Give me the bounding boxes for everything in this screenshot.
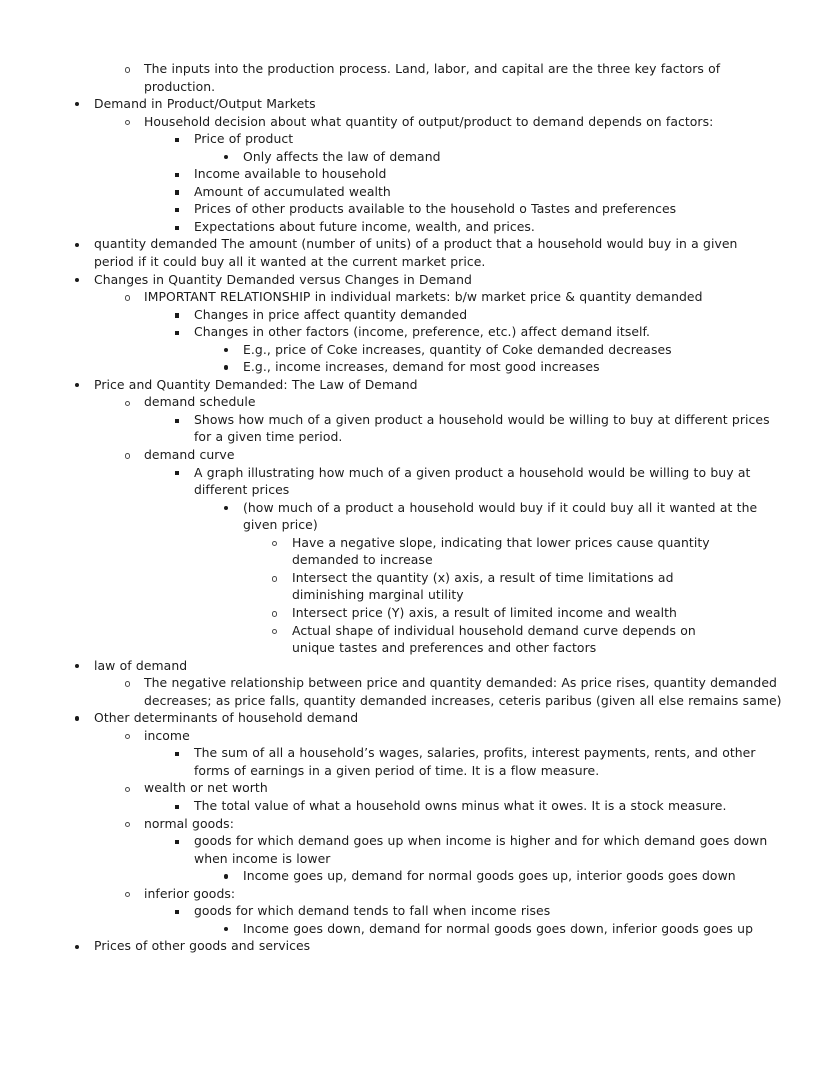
- outline-item-text: normal goods:: [144, 815, 234, 831]
- bullet-square-icon: [174, 183, 184, 201]
- bullet-square-icon: [174, 464, 184, 482]
- bullet-glyph: [124, 674, 134, 692]
- outline-item-text: The sum of all a household’s wages, salaries, profits, interest payments, rents, and other forms of earnings in a given period of time. It is a flow measure.: [194, 745, 756, 778]
- bullet-glyph: [223, 358, 233, 376]
- bullet-square-icon: [174, 218, 184, 236]
- outline-item: [0, 779, 828, 797]
- bullet-glyph: [74, 271, 84, 289]
- outline-item: [0, 604, 828, 622]
- bullet-glyph: [124, 288, 134, 306]
- outline-item: [0, 411, 828, 446]
- outline-item-text: demand curve: [144, 447, 235, 463]
- outline-item: [0, 815, 828, 833]
- bullet-glyph: [174, 411, 184, 429]
- outline-item: [0, 797, 828, 815]
- outline-item: [0, 323, 828, 341]
- bullet-circle-icon: [124, 60, 134, 78]
- outline-item: [0, 446, 828, 464]
- outline-item-text: Changes in price affect quantity demanded: [194, 306, 468, 322]
- bullet-glyph: [174, 464, 184, 482]
- bullet-glyph: [174, 165, 184, 183]
- outline-item-text: Demand in Product/Output Markets: [94, 96, 316, 112]
- outline-item: [0, 235, 828, 270]
- outline-item: [0, 393, 828, 411]
- bullet-disc-icon: [74, 235, 84, 253]
- outline-item-text: quantity demanded The amount (number of units) of a product that a household would buy in a given period if it could buy all it wanted at the current market price.: [94, 236, 738, 270]
- bullet-glyph: [74, 657, 84, 675]
- bullet-glyph: [174, 797, 184, 815]
- outline-item-text: Only affects the law of demand: [243, 148, 441, 164]
- bullet-circle-icon: [271, 569, 281, 587]
- outline-item-text: A graph illustrating how much of a given product a household would be willing to buy at different prices: [194, 464, 751, 498]
- bullet-glyph: [174, 902, 184, 920]
- bullet-circle-icon: [124, 815, 134, 833]
- bullet-circle-icon: [124, 393, 134, 411]
- bullet-square-icon: [174, 130, 184, 148]
- outline-item-text: goods for which demand tends to fall when income rises: [194, 903, 551, 919]
- bullet-glyph: [124, 446, 134, 464]
- bullet-glyph: [271, 569, 281, 587]
- outline-list: [0, 60, 828, 955]
- outline-item: [0, 534, 828, 569]
- bullet-square-icon: [174, 411, 184, 429]
- outline-item-text: (how much of a product a household would buy if it could buy all it wanted at the given price): [243, 499, 758, 533]
- bullet-glyph: [174, 183, 184, 201]
- outline-item: [0, 341, 828, 359]
- outline-item-text: law of demand: [94, 657, 188, 673]
- outline-item-text: Prices of other goods and services: [94, 938, 311, 954]
- bullet-disc-icon: [223, 148, 233, 166]
- bullet-square-icon: [174, 832, 184, 850]
- bullet-circle-icon: [124, 674, 134, 692]
- bullet-circle-icon: [271, 604, 281, 622]
- outline-item-text: Other determinants of household demand: [94, 710, 359, 726]
- outline-item: [0, 306, 828, 324]
- bullet-glyph: [271, 604, 281, 622]
- bullet-glyph: [223, 867, 233, 885]
- outline-item-text: The negative relationship between price and quantity demanded: As price rises, quantity demanded decreases; as price falls, quantity demanded increases, ceteris paribus (given all else remains same): [144, 675, 782, 708]
- outline-item: [0, 709, 828, 727]
- bullet-glyph: [223, 341, 233, 359]
- bullet-disc-icon: [74, 95, 84, 113]
- outline-item-text: Income goes down, demand for normal goods goes down, inferior goods goes up: [243, 920, 754, 936]
- bullet-glyph: [124, 393, 134, 411]
- bullet-disc-icon: [74, 376, 84, 394]
- outline-item-text: Amount of accumulated wealth: [194, 183, 391, 199]
- outline-item: [0, 218, 828, 236]
- outline-item-text: Price and Quantity Demanded: The Law of Demand: [94, 376, 418, 392]
- outline-item-text: Price of product: [194, 131, 294, 147]
- outline-item-text: Expectations about future income, wealth, and prices.: [194, 218, 535, 234]
- outline-item: [0, 165, 828, 183]
- outline-item: [0, 358, 828, 376]
- outline-item: [0, 148, 828, 166]
- outline-item: [0, 674, 828, 709]
- outline-item: [0, 657, 828, 675]
- outline-item-text: inferior goods:: [144, 885, 236, 901]
- bullet-disc-icon: [223, 358, 233, 376]
- bullet-glyph: [271, 534, 281, 552]
- bullet-glyph: [74, 937, 84, 955]
- outline-item: [0, 744, 828, 779]
- bullet-glyph: [74, 376, 84, 394]
- bullet-glyph: [74, 235, 84, 253]
- bullet-glyph: [174, 218, 184, 236]
- bullet-disc-icon: [223, 499, 233, 517]
- bullet-circle-icon: [124, 113, 134, 131]
- bullet-glyph: [223, 148, 233, 166]
- bullet-disc-icon: [74, 937, 84, 955]
- outline-item: [0, 727, 828, 745]
- bullet-square-icon: [174, 323, 184, 341]
- bullet-glyph: [174, 306, 184, 324]
- outline-item: [0, 183, 828, 201]
- outline-item-text: Household decision about what quantity of output/product to demand depends on factors:: [144, 113, 714, 129]
- bullet-circle-icon: [124, 885, 134, 903]
- outline-item-text: income: [144, 727, 190, 743]
- outline-item: [0, 464, 828, 499]
- outline-item: [0, 902, 828, 920]
- outline-item: [0, 200, 828, 218]
- bullet-glyph: [124, 779, 134, 797]
- bullet-square-icon: [174, 200, 184, 218]
- bullet-square-icon: [174, 797, 184, 815]
- bullet-glyph: [124, 60, 134, 78]
- bullet-square-icon: [174, 306, 184, 324]
- bullet-circle-icon: [124, 288, 134, 306]
- bullet-glyph: [74, 709, 84, 727]
- bullet-square-icon: [174, 165, 184, 183]
- outline-item-text: goods for which demand goes up when income is higher and for which demand goes down when income is lower: [194, 833, 768, 866]
- bullet-glyph: [174, 130, 184, 148]
- outline-item-text: The total value of what a household owns minus what it owes. It is a stock measure.: [194, 797, 727, 813]
- outline-item: [0, 499, 828, 534]
- outline-item-text: Prices of other products available to the household o Tastes and preferences: [194, 201, 677, 217]
- bullet-disc-icon: [223, 341, 233, 359]
- bullet-square-icon: [174, 744, 184, 762]
- bullet-glyph: [174, 832, 184, 850]
- bullet-circle-icon: [271, 622, 281, 640]
- outline-item: [0, 885, 828, 903]
- bullet-square-icon: [174, 902, 184, 920]
- outline-item-text: Intersect the quantity (x) axis, a result of time limitations ad diminishing marginal utility: [292, 569, 674, 603]
- outline-item-text: Intersect price (Y) axis, a result of limited income and wealth: [292, 604, 677, 620]
- bullet-glyph: [74, 95, 84, 113]
- bullet-glyph: [124, 815, 134, 833]
- outline-item: [0, 60, 828, 95]
- outline-item-text: demand schedule: [144, 394, 256, 410]
- bullet-glyph: [124, 885, 134, 903]
- outline-item-text: Changes in Quantity Demanded versus Changes in Demand: [94, 271, 472, 287]
- outline-item-text: IMPORTANT RELATIONSHIP in individual markets: b/w market price & quantity demanded: [144, 289, 703, 305]
- outline-item: [0, 288, 828, 306]
- bullet-disc-icon: [74, 271, 84, 289]
- outline-item-text: Shows how much of a given product a household would be willing to buy at different prices for a given time period.: [194, 411, 770, 445]
- outline-item-text: E.g., income increases, demand for most good increases: [243, 359, 600, 375]
- bullet-glyph: [271, 622, 281, 640]
- bullet-glyph: [124, 113, 134, 131]
- outline-item: [0, 113, 828, 131]
- outline-item: [0, 130, 828, 148]
- bullet-disc-icon: [223, 920, 233, 938]
- outline-item: [0, 937, 828, 955]
- outline-item: [0, 920, 828, 938]
- outline-item-text: E.g., price of Coke increases, quantity of Coke demanded decreases: [243, 341, 672, 357]
- bullet-glyph: [223, 920, 233, 938]
- outline-item-text: Income available to household: [194, 166, 387, 182]
- outline-item: [0, 376, 828, 394]
- outline-item: [0, 271, 828, 289]
- bullet-disc-icon: [74, 657, 84, 675]
- outline-item-text: Have a negative slope, indicating that lower prices cause quantity demanded to increase: [292, 534, 710, 568]
- outline-item-text: The inputs into the production process. Land, labor, and capital are the three key factors of production.: [144, 61, 721, 94]
- outline-item-text: Changes in other factors (income, preference, etc.) affect demand itself.: [194, 324, 651, 340]
- bullet-glyph: [174, 744, 184, 762]
- bullet-disc-icon: [74, 709, 84, 727]
- bullet-circle-icon: [124, 727, 134, 745]
- bullet-circle-icon: [124, 446, 134, 464]
- bullet-glyph: [124, 727, 134, 745]
- outline-item: [0, 622, 828, 657]
- bullet-glyph: [174, 200, 184, 218]
- bullet-circle-icon: [124, 779, 134, 797]
- outline-item-text: Income goes up, demand for normal goods goes up, interior goods goes down: [243, 868, 736, 884]
- bullet-circle-icon: [271, 534, 281, 552]
- bullet-glyph: [174, 323, 184, 341]
- outline-item: [0, 95, 828, 113]
- bullet-disc-icon: [223, 867, 233, 885]
- outline-item: [0, 867, 828, 885]
- bullet-glyph: [223, 499, 233, 517]
- outline-item: [0, 832, 828, 867]
- outline-item-text: wealth or net worth: [144, 780, 268, 796]
- outline-item-text: Actual shape of individual household demand curve depends on unique tastes and preferences and other factors: [292, 622, 696, 656]
- outline-item: [0, 569, 828, 604]
